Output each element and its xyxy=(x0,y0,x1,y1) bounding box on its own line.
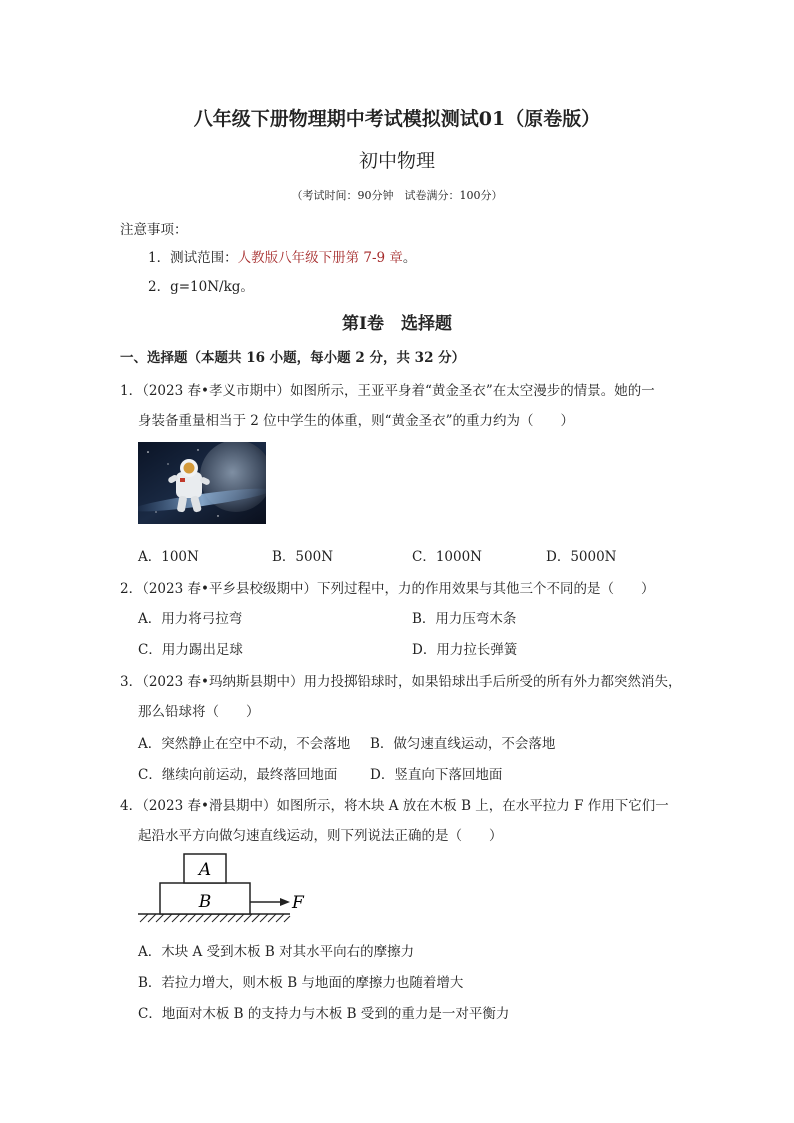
q4-option-c: C．地面对木板 B 的支持力与木板 B 受到的重力是一对平衡力 xyxy=(138,1006,510,1022)
q3-option-c: C．继续向前运动，最终落回地面 xyxy=(138,767,338,783)
force-arrow-head xyxy=(280,898,290,906)
q1-option-b: B．500N xyxy=(272,549,334,565)
part-title: 第Ⅰ卷 选择题 xyxy=(342,314,452,334)
q3-line-2: 那么铅球将（ ） xyxy=(138,704,260,720)
q3-option-b: B．做匀速直线运动，不会落地 xyxy=(370,736,556,752)
notes-item-2: 2．g=10N/kg。 xyxy=(148,279,254,295)
q2-line-1: 2．（2023 春•平乡县校级期中）下列过程中，力的作用效果与其他三个不同的是（ ） xyxy=(120,581,655,597)
q3-option-a: A．突然静止在空中不动，不会落地 xyxy=(138,736,351,752)
notes-heading: 注意事项： xyxy=(120,222,188,238)
block-force-diagram xyxy=(130,852,320,926)
q1-option-c: C．1000N xyxy=(412,549,482,565)
q3-option-d: D．竖直向下落回地面 xyxy=(370,767,503,783)
page-title: 八年级下册物理期中考试模拟测试01（原卷版） xyxy=(193,108,601,130)
ground-surface xyxy=(138,914,290,922)
section-heading: 一、选择题（本题共 16 小题，每小题 2 分，共 32 分） xyxy=(120,350,466,366)
q2-option-a: A．用力将弓拉弯 xyxy=(138,611,243,627)
q1-line-2: 身装备重量相当于 2 位中学生的体重，则“黄金圣衣”的重力约为（ ） xyxy=(138,413,574,429)
page-subtitle: 初中物理 xyxy=(358,150,435,172)
q1-option-a: A．100N xyxy=(138,549,199,565)
notes-item-1-highlight: 人教版八年级下册第 7-9 章 xyxy=(237,250,403,266)
q2-option-b: B．用力压弯木条 xyxy=(412,611,517,627)
force-label: F xyxy=(292,893,304,913)
notes-item-1 xyxy=(148,246,416,266)
q2-option-d: D．用力拉长弹簧 xyxy=(412,642,518,658)
q4-line-2: 起沿水平方向做匀速直线运动，则下列说法正确的是（ ） xyxy=(138,828,503,844)
q4-option-b: B．若拉力增大，则木板 B 与地面的摩擦力也随着增大 xyxy=(138,975,464,991)
q4-option-a: A．木块 A 受到木板 B 对其水平向右的摩擦力 xyxy=(138,944,415,960)
q4-line-1: 4．（2023 春•滑县期中）如图所示，将木块 A 放在木板 B 上，在水平拉力 F 作用下它们一 xyxy=(120,798,669,814)
astronaut-photo xyxy=(138,442,266,524)
q3-line-1: 3．（2023 春•玛纳斯县期中）用力投掷铅球时，如果铅球出手后所受的所有外力都突然消失， xyxy=(120,674,682,690)
q1-option-d: D．5000N xyxy=(546,549,617,565)
block-b-label: B xyxy=(198,892,212,912)
exam-info: （考试时间：90分钟 试卷满分：100分） xyxy=(291,189,503,202)
q1-line-1: 1．（2023 春•孝义市期中）如图所示，王亚平身着“黄金圣衣”在太空漫步的情景。她的一 xyxy=(120,383,655,399)
block-a-label: A xyxy=(198,860,212,880)
notes-item-1-suffix: 。 xyxy=(402,250,417,266)
notes-item-1-prefix: 1．测试范围： xyxy=(148,250,238,266)
q2-option-c: C．用力踢出足球 xyxy=(138,642,243,658)
